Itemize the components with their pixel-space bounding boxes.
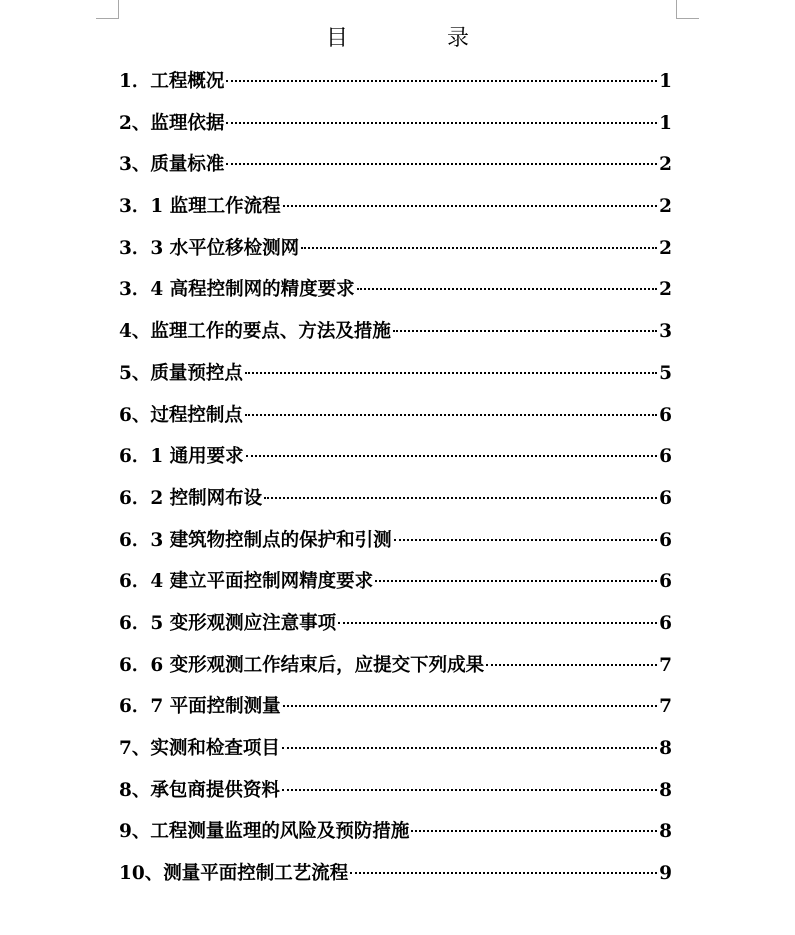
- toc-page-number: 8: [659, 779, 672, 801]
- dot-leader: [283, 705, 657, 707]
- dot-leader: [393, 330, 657, 332]
- toc-entry[interactable]: [119, 608, 672, 650]
- toc-entry-text: 6．5 变形观测应注意事项: [119, 612, 337, 634]
- dot-leader: [226, 163, 657, 165]
- dot-leader: [282, 789, 657, 791]
- toc-page-number: 7: [659, 654, 672, 676]
- toc-page-number: 2: [659, 154, 672, 176]
- toc-page-number: 6: [659, 404, 672, 426]
- toc-page-number: 6: [659, 487, 672, 509]
- toc-entry[interactable]: [119, 191, 672, 233]
- dot-leader: [357, 288, 657, 290]
- toc-page-number: 6: [659, 571, 672, 593]
- dot-leader: [338, 622, 657, 624]
- toc-entry-text: 9、工程测量监理的风险及预防措施: [119, 821, 410, 843]
- toc-page-number: 2: [659, 237, 672, 259]
- dot-leader: [301, 247, 657, 249]
- toc-entry[interactable]: [119, 400, 672, 442]
- dot-leader: [350, 872, 657, 874]
- toc-entry[interactable]: [119, 733, 672, 775]
- dot-leader: [226, 80, 657, 82]
- toc-page-number: 5: [659, 362, 672, 384]
- toc-entry[interactable]: [119, 66, 672, 108]
- toc-entry-text: 3．4 高程控制网的精度要求: [119, 279, 355, 301]
- toc-entry-text: 6、过程控制点: [119, 404, 243, 426]
- toc-entry-text: 6．1 通用要求: [119, 446, 244, 468]
- toc-page-number: 6: [659, 612, 672, 634]
- toc-entry-text: 3．1 监理工作流程: [119, 196, 281, 218]
- toc-entry[interactable]: [119, 316, 672, 358]
- toc-entry-text: 6．2 控制网布设: [119, 487, 263, 509]
- toc-page-number: 2: [659, 196, 672, 218]
- toc-page-number: 9: [659, 863, 672, 885]
- toc-title: 目 录: [326, 26, 515, 51]
- dot-leader: [486, 664, 657, 666]
- toc-entry[interactable]: [119, 483, 672, 525]
- dot-leader: [245, 372, 657, 374]
- toc-page-number: 8: [659, 821, 672, 843]
- toc-entry[interactable]: [119, 441, 672, 483]
- toc-entry[interactable]: [119, 274, 672, 316]
- toc-entry[interactable]: [119, 691, 672, 733]
- toc-entry-text: 8、承包商提供资料: [119, 779, 280, 801]
- dot-leader: [375, 580, 657, 582]
- toc-entry-text: 6．4 建立平面控制网精度要求: [119, 571, 374, 593]
- toc-page-number: 6: [659, 529, 672, 551]
- toc-entry-text: 6．3 建筑物控制点的保护和引测: [119, 529, 392, 551]
- dot-leader: [282, 747, 657, 749]
- toc-entry-text: 10、测量平面控制工艺流程: [119, 863, 349, 885]
- toc-entry-text: 7、实测和检查项目: [119, 738, 280, 759]
- toc-entry[interactable]: [119, 525, 672, 567]
- toc-entry[interactable]: [119, 650, 672, 692]
- toc-entry[interactable]: [119, 566, 672, 608]
- toc-entry-text: 6．6 变形观测工作结束后，应提交下列成果: [119, 654, 485, 676]
- dot-leader: [394, 539, 657, 541]
- toc-entry[interactable]: [119, 775, 672, 817]
- toc-entry-text: 1．工程概况: [119, 71, 225, 92]
- crop-mark-top-right: [676, 0, 699, 19]
- toc-entry-text: 3、质量标准: [119, 154, 225, 176]
- toc-page-number: 6: [659, 446, 672, 468]
- dot-leader: [283, 205, 657, 207]
- dot-leader: [264, 497, 657, 499]
- dot-leader: [226, 122, 657, 124]
- toc-entry[interactable]: [119, 233, 672, 275]
- toc-entry[interactable]: [119, 816, 672, 858]
- toc-page-number: 1: [659, 71, 672, 92]
- toc-entry[interactable]: [119, 149, 672, 191]
- toc-entry[interactable]: [119, 358, 672, 400]
- toc-page-number: 3: [659, 321, 672, 343]
- dot-leader: [246, 455, 657, 457]
- toc-page-number: 8: [659, 738, 672, 759]
- toc-entry-text: 3．3 水平位移检测网: [119, 237, 300, 259]
- toc-page-number: 2: [659, 279, 672, 301]
- dot-leader: [411, 830, 657, 832]
- toc-entry-text: 4、监理工作的要点、方法及措施: [119, 321, 391, 343]
- toc-entry-text: 2、监理依据: [119, 112, 225, 134]
- table-of-contents: [119, 66, 672, 900]
- toc-entry[interactable]: [119, 108, 672, 150]
- toc-entry-text: 6．7 平面控制测量: [119, 696, 281, 718]
- crop-mark-top-left: [96, 0, 119, 19]
- toc-page-number: 7: [659, 696, 672, 718]
- toc-entry-text: 5、质量预控点: [119, 362, 243, 384]
- toc-entry[interactable]: [119, 858, 672, 900]
- dot-leader: [245, 414, 657, 416]
- toc-page-number: 1: [659, 112, 672, 134]
